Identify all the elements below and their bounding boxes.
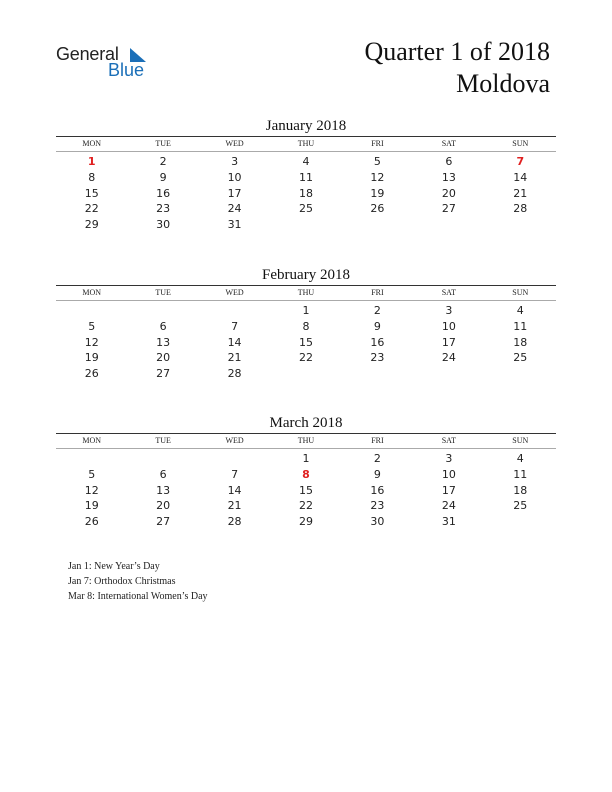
day-cell: 4 bbox=[302, 155, 310, 168]
day-grid bbox=[56, 303, 556, 382]
day-cell: 12 bbox=[84, 483, 99, 497]
month-title: March 2018 bbox=[269, 415, 343, 431]
day-cell: 15 bbox=[84, 186, 99, 200]
day-cell: 3 bbox=[231, 155, 239, 168]
day-cell: 30 bbox=[370, 515, 385, 529]
day-cell: 4 bbox=[516, 304, 524, 317]
day-cell: 5 bbox=[88, 467, 96, 481]
day-cell: 3 bbox=[445, 304, 453, 317]
day-cell: 20 bbox=[156, 499, 171, 513]
empty-day-cell bbox=[270, 366, 341, 382]
day-cell: 15 bbox=[298, 483, 313, 497]
holiday-note: Mar 8: International Women’s Day bbox=[68, 591, 208, 602]
day-cell: 30 bbox=[156, 218, 171, 232]
generalblue-logo bbox=[56, 44, 166, 84]
empty-day-cell bbox=[342, 217, 413, 233]
empty-day-cell bbox=[413, 217, 484, 233]
day-cell: 17 bbox=[441, 335, 456, 349]
day-cell: 1 bbox=[302, 304, 310, 317]
day-cell: 19 bbox=[84, 499, 99, 513]
day-cell: 26 bbox=[370, 202, 385, 216]
weekday-label: FRI bbox=[371, 436, 384, 445]
weekday-header bbox=[56, 137, 556, 151]
empty-day-cell bbox=[270, 217, 341, 233]
weekday-label: SUN bbox=[512, 436, 529, 445]
title-block bbox=[364, 36, 550, 100]
weekday-label: TUE bbox=[155, 139, 171, 148]
weekday-label: THU bbox=[297, 436, 315, 445]
day-cell: 3 bbox=[445, 452, 453, 465]
day-cell: 23 bbox=[156, 202, 171, 216]
weekday-label: TUE bbox=[155, 436, 171, 445]
holiday-notes bbox=[68, 559, 208, 604]
day-grid bbox=[56, 154, 556, 233]
weekday-label: SUN bbox=[512, 139, 529, 148]
page-title: Quarter 1 of 2018 bbox=[364, 37, 550, 66]
day-cell: 2 bbox=[159, 155, 167, 168]
empty-day-cell bbox=[342, 366, 413, 382]
weekday-label: MON bbox=[82, 139, 102, 148]
day-cell: 26 bbox=[84, 367, 99, 381]
day-cell: 14 bbox=[227, 483, 242, 497]
day-cell: 8 bbox=[302, 319, 310, 333]
day-cell: 27 bbox=[156, 515, 171, 529]
empty-day-cell bbox=[127, 451, 198, 467]
day-cell: 9 bbox=[373, 467, 381, 481]
holiday-day-cell: 7 bbox=[516, 155, 525, 168]
day-cell: 12 bbox=[84, 335, 99, 349]
day-cell: 9 bbox=[373, 319, 381, 333]
day-cell: 20 bbox=[441, 186, 456, 200]
weekday-label: FRI bbox=[371, 288, 384, 297]
empty-day-cell bbox=[56, 303, 127, 319]
day-cell: 19 bbox=[370, 186, 385, 200]
logo-blue-text: Blue bbox=[108, 60, 145, 80]
day-cell: 25 bbox=[298, 202, 313, 216]
month-january bbox=[56, 116, 556, 233]
day-cell: 13 bbox=[156, 483, 171, 497]
weekday-header bbox=[56, 286, 556, 300]
day-cell: 25 bbox=[513, 351, 528, 365]
day-cell: 28 bbox=[227, 367, 242, 381]
empty-day-cell bbox=[127, 303, 198, 319]
empty-day-cell bbox=[199, 451, 270, 467]
weekday-label: WED bbox=[225, 288, 244, 297]
day-cell: 29 bbox=[84, 218, 99, 232]
day-cell: 31 bbox=[227, 218, 242, 232]
day-cell: 16 bbox=[156, 186, 171, 200]
day-cell: 6 bbox=[445, 155, 453, 168]
day-cell: 2 bbox=[373, 304, 381, 317]
day-cell: 28 bbox=[227, 515, 242, 529]
weekday-rule bbox=[56, 151, 556, 152]
day-cell: 24 bbox=[441, 351, 456, 365]
month-title: February 2018 bbox=[262, 267, 350, 283]
weekday-rule bbox=[56, 300, 556, 301]
day-cell: 10 bbox=[441, 467, 456, 481]
month-title: January 2018 bbox=[265, 118, 347, 134]
weekday-label: SUN bbox=[512, 288, 529, 297]
day-cell: 21 bbox=[513, 186, 528, 200]
day-cell: 21 bbox=[227, 499, 242, 513]
day-cell: 22 bbox=[84, 202, 99, 216]
weekday-label: MON bbox=[82, 436, 102, 445]
day-cell: 27 bbox=[156, 367, 171, 381]
day-cell: 18 bbox=[513, 335, 528, 349]
weekday-rule bbox=[56, 448, 556, 449]
day-cell: 26 bbox=[84, 515, 99, 529]
day-cell: 5 bbox=[88, 319, 96, 333]
day-cell: 17 bbox=[441, 483, 456, 497]
day-cell: 8 bbox=[88, 170, 96, 184]
day-cell: 10 bbox=[227, 170, 242, 184]
logo-general-text: General bbox=[56, 44, 119, 64]
day-cell: 18 bbox=[298, 186, 313, 200]
day-cell: 11 bbox=[513, 467, 528, 481]
day-cell: 6 bbox=[159, 467, 167, 481]
day-cell: 14 bbox=[227, 335, 242, 349]
day-cell: 22 bbox=[298, 499, 313, 513]
weekday-label: TUE bbox=[155, 288, 171, 297]
weekday-label: WED bbox=[225, 139, 244, 148]
empty-day-cell bbox=[485, 366, 556, 382]
empty-day-cell bbox=[56, 451, 127, 467]
day-cell: 13 bbox=[156, 335, 171, 349]
day-cell: 7 bbox=[231, 467, 239, 481]
day-cell: 14 bbox=[513, 170, 528, 184]
day-cell: 23 bbox=[370, 351, 385, 365]
empty-day-cell bbox=[413, 366, 484, 382]
empty-day-cell bbox=[199, 303, 270, 319]
holiday-day-cell: 8 bbox=[302, 467, 310, 481]
weekday-label: SAT bbox=[441, 288, 456, 297]
day-grid bbox=[56, 451, 556, 530]
day-cell: 29 bbox=[298, 515, 313, 529]
day-cell: 2 bbox=[373, 452, 381, 465]
country-name: Moldova bbox=[456, 69, 550, 98]
day-cell: 13 bbox=[441, 170, 456, 184]
day-cell: 22 bbox=[298, 351, 313, 365]
weekday-label: FRI bbox=[371, 139, 384, 148]
weekday-label: WED bbox=[225, 436, 244, 445]
day-cell: 5 bbox=[373, 155, 381, 168]
weekday-label: SAT bbox=[441, 436, 456, 445]
day-cell: 20 bbox=[156, 351, 171, 365]
holiday-note: Jan 1: New Year’s Day bbox=[68, 561, 160, 572]
day-cell: 16 bbox=[370, 483, 385, 497]
day-cell: 6 bbox=[159, 319, 167, 333]
day-cell: 15 bbox=[298, 335, 313, 349]
day-cell: 11 bbox=[298, 170, 313, 184]
day-cell: 27 bbox=[441, 202, 456, 216]
day-cell: 17 bbox=[227, 186, 242, 200]
day-cell: 25 bbox=[513, 499, 528, 513]
day-cell: 9 bbox=[159, 170, 167, 184]
day-cell: 1 bbox=[302, 452, 310, 465]
month-february bbox=[56, 265, 556, 382]
day-cell: 31 bbox=[441, 515, 456, 529]
day-cell: 4 bbox=[516, 452, 524, 465]
day-cell: 28 bbox=[513, 202, 528, 216]
weekday-label: THU bbox=[297, 139, 315, 148]
weekday-label: MON bbox=[82, 288, 102, 297]
day-cell: 23 bbox=[370, 499, 385, 513]
weekday-header bbox=[56, 434, 556, 448]
day-cell: 7 bbox=[231, 319, 239, 333]
empty-day-cell bbox=[485, 217, 556, 233]
day-cell: 19 bbox=[84, 351, 99, 365]
day-cell: 16 bbox=[370, 335, 385, 349]
day-cell: 24 bbox=[227, 202, 242, 216]
empty-day-cell bbox=[485, 514, 556, 530]
day-cell: 11 bbox=[513, 319, 528, 333]
holiday-day-cell: 1 bbox=[87, 155, 96, 168]
weekday-label: SAT bbox=[441, 139, 456, 148]
day-cell: 21 bbox=[227, 351, 242, 365]
day-cell: 18 bbox=[513, 483, 528, 497]
day-cell: 24 bbox=[441, 499, 456, 513]
weekday-label: THU bbox=[297, 288, 315, 297]
holiday-note: Jan 7: Orthodox Christmas bbox=[68, 576, 176, 587]
day-cell: 12 bbox=[370, 170, 385, 184]
day-cell: 10 bbox=[441, 319, 456, 333]
month-march bbox=[56, 413, 556, 530]
